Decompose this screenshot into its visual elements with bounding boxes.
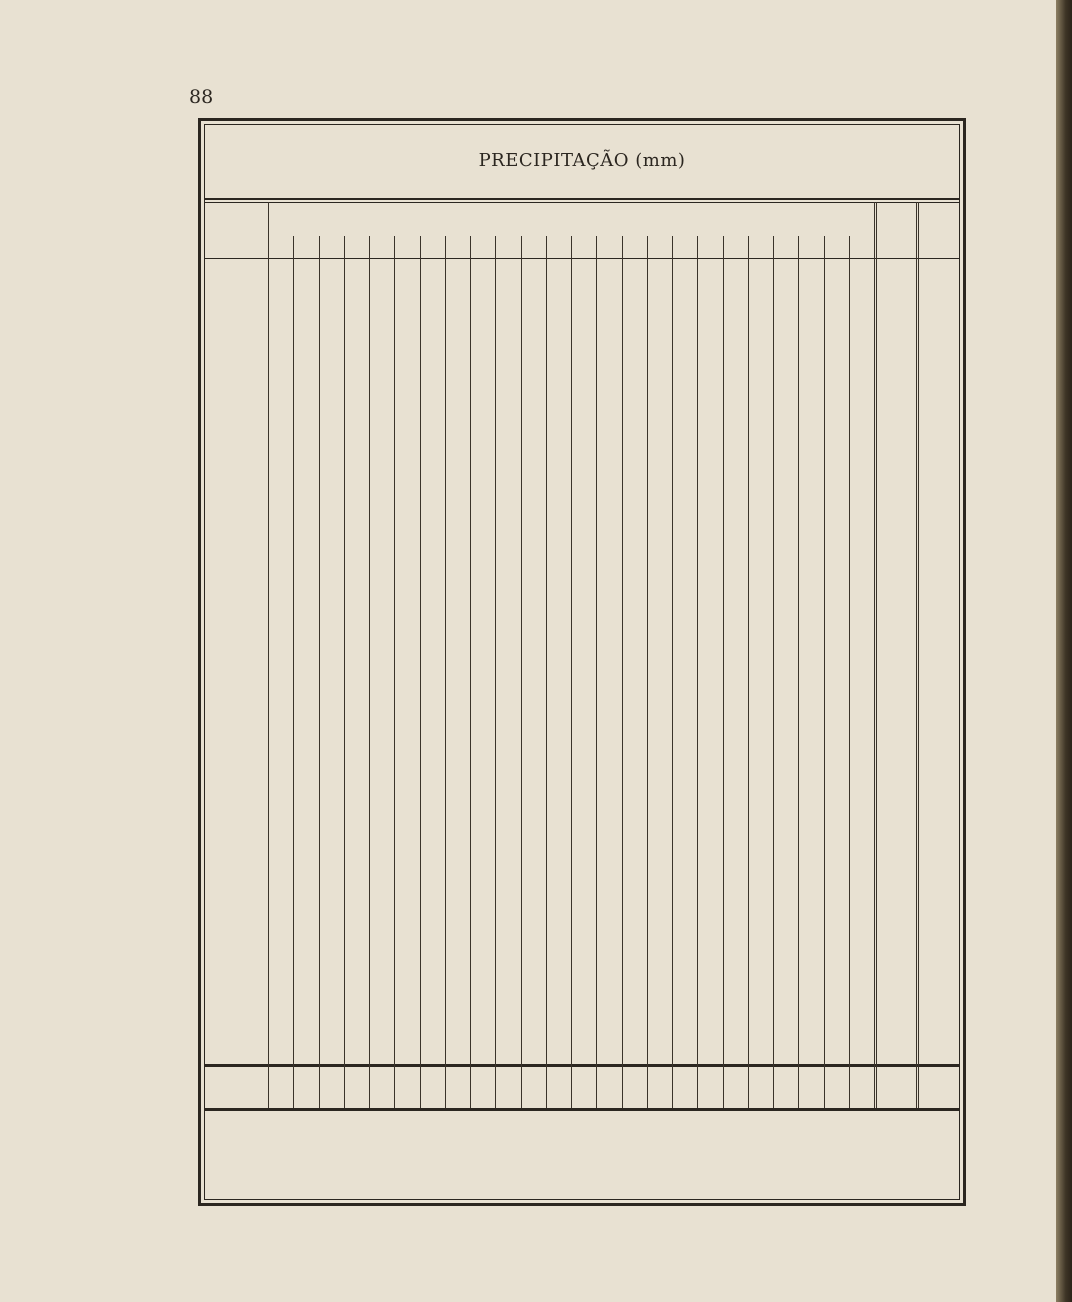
hour-column-rule [546, 236, 547, 1108]
hour-column-rule [697, 236, 698, 1108]
header-bottom-rule [204, 258, 960, 259]
book-spine [1056, 0, 1072, 1302]
label-column-rule [268, 202, 269, 1108]
hour-column-rule [672, 236, 673, 1108]
hour-column-rule [495, 236, 496, 1108]
hour-column-rule [748, 236, 749, 1108]
hour-column-rule [470, 236, 471, 1108]
hour-column-rule [445, 236, 446, 1108]
total-column-rule-2 [876, 202, 877, 1108]
header-top-rule-2 [204, 202, 960, 203]
page-number: 88 [189, 86, 214, 108]
total-column-rule [874, 202, 875, 1108]
page-title: PRECIPITAÇÃO (mm) [478, 150, 686, 171]
hour-column-rule [394, 236, 395, 1108]
hour-column-rule [420, 236, 421, 1108]
hour-column-rule [824, 236, 825, 1108]
hour-column-rule [798, 236, 799, 1108]
hour-column-rule [293, 236, 294, 1108]
hour-column-rule [849, 236, 850, 1108]
body-bottom-rule [204, 1064, 960, 1067]
hour-column-rule [647, 236, 648, 1108]
hour-column-rule [773, 236, 774, 1108]
max-column-rule-2 [918, 202, 919, 1108]
hour-column-rule [521, 236, 522, 1108]
hour-column-rule [344, 236, 345, 1108]
totals-bottom-rule [204, 1108, 960, 1111]
max-column-rule [916, 202, 917, 1108]
hour-column-rule [622, 236, 623, 1108]
table-frame-inner [204, 124, 960, 1200]
hour-column-rule [571, 236, 572, 1108]
hour-column-rule [319, 236, 320, 1108]
hour-column-rule [596, 236, 597, 1108]
hour-column-rule [723, 236, 724, 1108]
hour-column-rule [369, 236, 370, 1108]
header-top-rule [204, 198, 960, 200]
